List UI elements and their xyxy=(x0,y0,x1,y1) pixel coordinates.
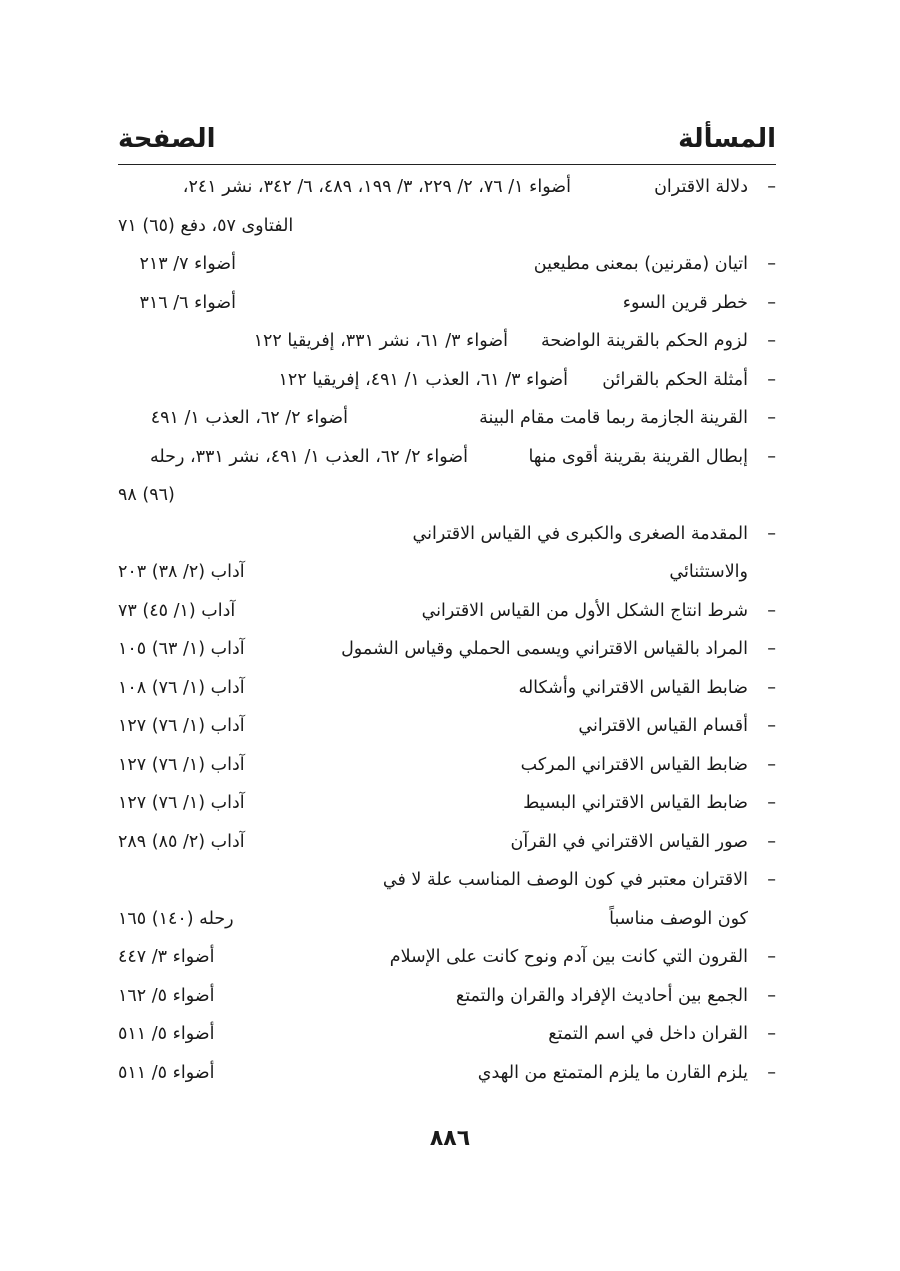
index-entry xyxy=(118,438,776,477)
index-entry xyxy=(118,399,776,438)
entry-reference: أضواء ٣/ ٦١، نشر ٣٣١، إفريقيا ١٢٢ xyxy=(253,331,508,351)
index-entry xyxy=(118,823,776,862)
entry-topic: أمثلة الحكم بالقرائن xyxy=(602,369,748,390)
entry-reference: أضواء ٢/ ٦٢، العذب ١/ ٤٩١ xyxy=(150,408,348,428)
entry-topic: ضابط القياس الاقتراني البسيط xyxy=(523,793,748,813)
entry-reference: آداب (٢/ ٣٨) ٢٠٣ xyxy=(118,562,245,582)
entry-dash: – xyxy=(767,716,776,736)
page-header xyxy=(118,118,776,162)
index-entry xyxy=(118,669,776,708)
entry-topic: خطر قرين السوء xyxy=(622,292,748,313)
index-entry xyxy=(118,361,776,400)
entry-topic: لزوم الحكم بالقرينة الواضحة xyxy=(541,331,748,351)
entry-reference: آداب (١/ ٤٥) ٧٣ xyxy=(118,600,236,621)
index-entry xyxy=(118,1054,776,1093)
entry-dash: – xyxy=(767,1024,776,1044)
entry-dash: – xyxy=(767,639,776,659)
column-header-page: الصفحة xyxy=(118,124,216,154)
entry-dash: – xyxy=(767,870,776,890)
header-rule xyxy=(118,164,776,165)
entry-dash: – xyxy=(767,677,776,698)
index-entry xyxy=(118,245,776,284)
entry-dash: – xyxy=(767,754,776,775)
index-entry xyxy=(118,746,776,785)
entry-topic: الاقتران معتبر في كون الوصف المناسب علة لا في xyxy=(382,870,748,890)
index-entry-continuation xyxy=(118,553,776,592)
entry-dash: – xyxy=(767,600,776,621)
entry-reference-continuation: الفتاوى ٥٧، دفع (٦٥) ٧١ xyxy=(118,215,294,236)
index-entry xyxy=(118,284,776,323)
entry-reference: آداب (١/ ٧٦) ١٢٧ xyxy=(118,754,245,775)
index-entry xyxy=(118,322,776,361)
entry-reference: آداب (١/ ٦٣) ١٠٥ xyxy=(118,639,245,659)
entry-reference: أضواء ٥/ ٥١١ xyxy=(118,1024,215,1044)
index-entry xyxy=(118,784,776,823)
index-entry xyxy=(118,1015,776,1054)
entry-dash: – xyxy=(767,408,776,428)
entry-dash: – xyxy=(767,177,776,197)
index-entry-continuation xyxy=(118,207,776,246)
index-entry xyxy=(118,707,776,746)
entry-reference: أضواء ٣/ ٤٤٧ xyxy=(118,947,215,967)
entry-topic: المقدمة الصغرى والكبرى في القياس الاقتراني xyxy=(412,523,748,544)
entry-topic-continuation: والاستثنائي xyxy=(669,562,748,582)
entry-dash: – xyxy=(767,793,776,813)
index-entry xyxy=(118,515,776,554)
entry-reference-continuation: (٩٦) ٩٨ xyxy=(118,485,175,505)
entry-reference: أضواء ٢/ ٦٢، العذب ١/ ٤٩١، نشر ٣٣١، رحله xyxy=(149,446,468,467)
entry-dash: – xyxy=(767,331,776,351)
entry-topic: إبطال القرينة بقرينة أقوى منها xyxy=(528,446,748,467)
entry-dash: – xyxy=(767,254,776,274)
entry-topic: اتيان (مقرنين) بمعنى مطيعين xyxy=(533,254,748,274)
page-number: ٨٨٦ xyxy=(429,1126,471,1151)
entry-topic: ضابط القياس الاقتراني وأشكاله xyxy=(518,677,748,698)
index-entry xyxy=(118,592,776,631)
index-entry xyxy=(118,168,776,207)
index-entry xyxy=(118,861,776,900)
entry-reference: أضواء ٥/ ٥١١ xyxy=(118,1062,215,1083)
entry-topic: القرون التي كانت بين آدم ونوح كانت على الإسلام xyxy=(389,947,748,967)
entry-dash: – xyxy=(767,523,776,544)
entry-dash: – xyxy=(767,947,776,967)
entry-reference: رحله (١٤٠) ١٦٥ xyxy=(118,908,234,929)
entry-reference: آداب (١/ ٧٦) ١٠٨ xyxy=(118,677,245,698)
entry-reference: آداب (٢/ ٨٥) ٢٨٩ xyxy=(118,831,245,852)
entry-dash: – xyxy=(767,831,776,852)
index-entry xyxy=(118,938,776,977)
entry-reference: آداب (١/ ٧٦) ١٢٧ xyxy=(118,793,245,813)
entry-dash: – xyxy=(767,369,776,390)
entry-topic: ضابط القياس الاقتراني المركب xyxy=(520,754,748,775)
entry-reference: أضواء ١/ ٧٦، ٢/ ٢٢٩، ٣/ ١٩٩، ٤٨٩، ٦/ ٣٤٢، نشر ٢٤١، xyxy=(182,177,571,197)
entry-dash: – xyxy=(767,446,776,467)
entry-topic: يلزم القارن ما يلزم المتمتع من الهدي xyxy=(477,1062,748,1083)
entry-reference: أضواء ٥/ ١٦٢ xyxy=(118,985,215,1006)
entry-topic: القران داخل في اسم التمتع xyxy=(548,1024,748,1044)
entry-dash: – xyxy=(767,292,776,313)
entry-topic: شرط انتاج الشكل الأول من القياس الاقتراني xyxy=(421,600,748,621)
entry-topic: الجمع بين أحاديث الإفراد والقران والتمتع xyxy=(455,985,748,1006)
entry-reference: أضواء ٣/ ٦١، العذب ١/ ٤٩١، إفريقيا ١٢٢ xyxy=(278,369,568,390)
entry-topic-continuation: كون الوصف مناسباً xyxy=(609,908,748,929)
index-entry-continuation xyxy=(118,476,776,515)
entry-topic: دلالة الاقتران xyxy=(654,177,748,197)
entry-reference: أضواء ٧/ ٢١٣ xyxy=(139,254,236,274)
column-header-issue: المسألة xyxy=(678,124,776,154)
entry-reference: آداب (١/ ٧٦) ١٢٧ xyxy=(118,716,245,736)
entry-topic: القرينة الجازمة ربما قامت مقام البينة xyxy=(479,408,748,428)
entry-reference: أضواء ٦/ ٣١٦ xyxy=(139,292,236,313)
entry-topic: المراد بالقياس الاقتراني ويسمى الحملي وقياس الشمول xyxy=(341,639,748,659)
index-entry-continuation xyxy=(118,900,776,939)
index-entry xyxy=(118,630,776,669)
entry-dash: – xyxy=(767,1062,776,1083)
entry-topic: أقسام القياس الاقتراني xyxy=(578,716,748,736)
index-entries xyxy=(118,168,776,1092)
entry-dash: – xyxy=(767,985,776,1006)
entry-topic: صور القياس الاقتراني في القرآن xyxy=(510,831,748,852)
index-entry xyxy=(118,977,776,1016)
